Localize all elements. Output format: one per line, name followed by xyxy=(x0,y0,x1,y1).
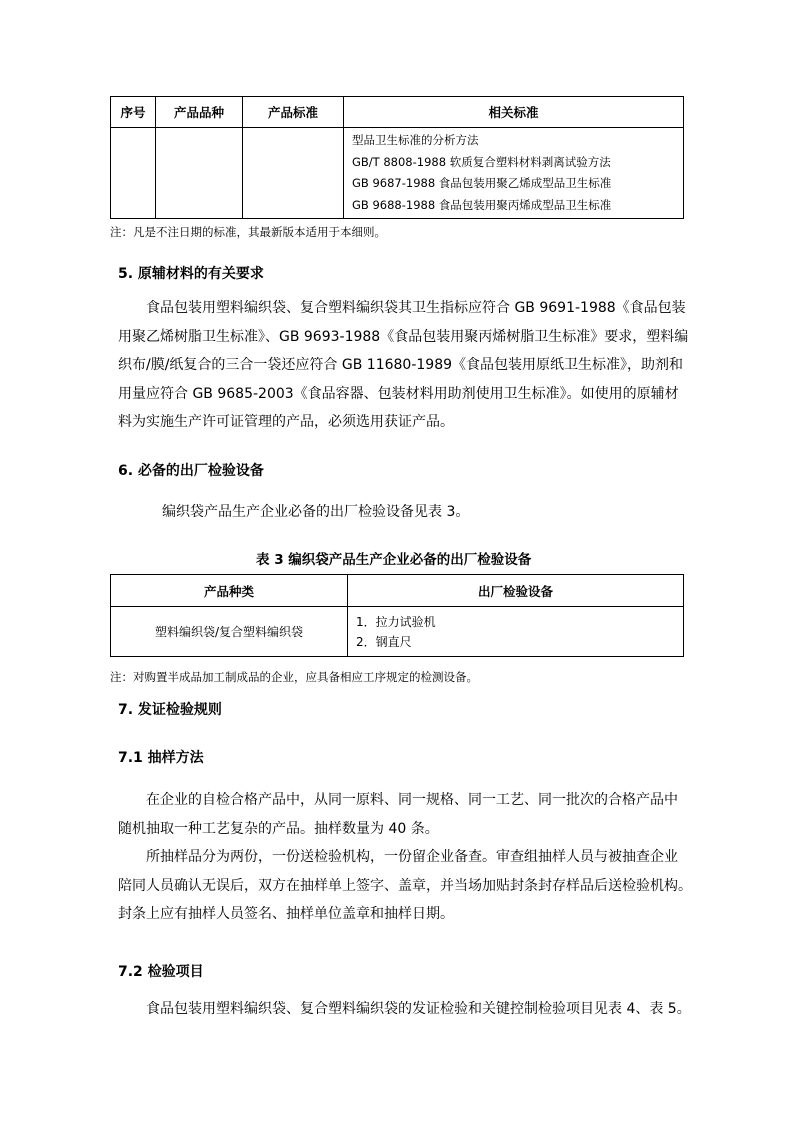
table-header-row xyxy=(111,575,684,607)
col-header-related-standards: 相关标准 xyxy=(344,97,684,128)
cell-product-category: 塑料编织袋/复合塑料编织袋 xyxy=(111,607,348,657)
standards-table xyxy=(110,96,684,219)
paragraph-line: 料为实施生产许可证管理的产品，必须选用获证产品。 xyxy=(118,414,454,430)
paragraph-line: 用量应符合 GB 9685-2003《食品容器、包装材料用助剂使用卫生标准》。如使用的原辅材 xyxy=(118,385,679,402)
section-paragraph xyxy=(118,786,692,929)
equipment-item: 1．拉力试验机 xyxy=(356,614,436,629)
subsection-heading: 7.2 检验项目 xyxy=(118,964,204,980)
paragraph-line: 随机抽取一种工艺复杂的产品。抽样数量为 40 条。 xyxy=(118,820,439,837)
section-paragraph xyxy=(118,294,688,437)
col-header-product-category: 产品种类 xyxy=(111,575,348,607)
table-note: 注：对购置半成品加工制成品的企业，应具备相应工序规定的检测设备。 xyxy=(110,670,478,684)
paragraph-line: 所抽样品分为两份，一份送检验机构，一份留企业备查。审查组抽样人员与被抽查企业 xyxy=(146,849,678,865)
related-standard-line: GB/T 8808-1988 软质复合塑料材料剥离试验方法 xyxy=(352,154,611,169)
cell-product-type xyxy=(156,128,243,219)
cell-equipment xyxy=(348,607,684,657)
section-heading: 6. 必备的出厂检验设备 xyxy=(118,463,264,479)
paragraph-line: 在企业的自检合格产品中，从同一原料、同一规格、同一工艺、同一批次的合格产品中 xyxy=(146,792,678,808)
related-standard-line: GB 9688-1988 食品包装用聚丙烯成型品卫生标准 xyxy=(352,197,612,212)
paragraph-line: 陪同人员确认无误后，双方在抽样单上签字、盖章，并当场加贴封条封存样品后送检验机构。 xyxy=(118,877,692,894)
paragraph-line: 食品包装用塑料编织袋、复合塑料编织袋其卫生指标应符合 GB 9691-1988《食品包装 xyxy=(146,300,686,316)
equipment-item: 2．钢直尺 xyxy=(356,634,412,649)
cell-index xyxy=(111,128,156,219)
section-heading: 7. 发证检验规则 xyxy=(118,702,222,718)
related-standard-line: 型品卫生标准的分析方法 xyxy=(352,133,479,147)
col-header-product-type: 产品品种 xyxy=(156,97,243,128)
col-header-product-standard: 产品标准 xyxy=(243,97,344,128)
table-header-row xyxy=(111,97,684,128)
paragraph-line: 食品包装用塑料编织袋、复合塑料编织袋的发证检验和关键控制检验项目见表 4、表 5。 xyxy=(146,1001,691,1017)
cell-product-standard xyxy=(243,128,344,219)
section-heading: 5. 原辅材料的有关要求 xyxy=(118,266,264,282)
table-caption: 表 3 编织袋产品生产企业必备的出厂检验设备 xyxy=(256,552,532,568)
col-header-equipment: 出厂检验设备 xyxy=(348,575,684,607)
paragraph-line: 用聚乙烯树脂卫生标准》、GB 9693-1988《食品包装用聚丙烯树脂卫生标准》要求，塑料编 xyxy=(118,328,689,345)
paragraph-line: 编织袋产品生产企业必备的出厂检验设备见表 3。 xyxy=(162,504,470,520)
subsection-heading: 7.1 抽样方法 xyxy=(118,750,204,766)
related-standard-line: GB 9687-1988 食品包装用聚乙烯成型品卫生标准 xyxy=(352,176,612,190)
paragraph-line: 封条上应有抽样人员签名、抽样单位盖章和抽样日期。 xyxy=(118,906,454,922)
equipment-table xyxy=(110,574,684,657)
table-note: 注：凡是不注日期的标准，其最新版本适用于本细则。 xyxy=(110,225,386,239)
paragraph-line: 织布/膜/纸复合的三合一袋还应符合 GB 11680-1989《食品包装用原纸卫生标准》，助剂和 xyxy=(118,357,684,373)
col-header-index: 序号 xyxy=(111,97,156,128)
cell-related-standards xyxy=(344,128,684,219)
table-row xyxy=(111,607,684,657)
table-row xyxy=(111,128,684,219)
